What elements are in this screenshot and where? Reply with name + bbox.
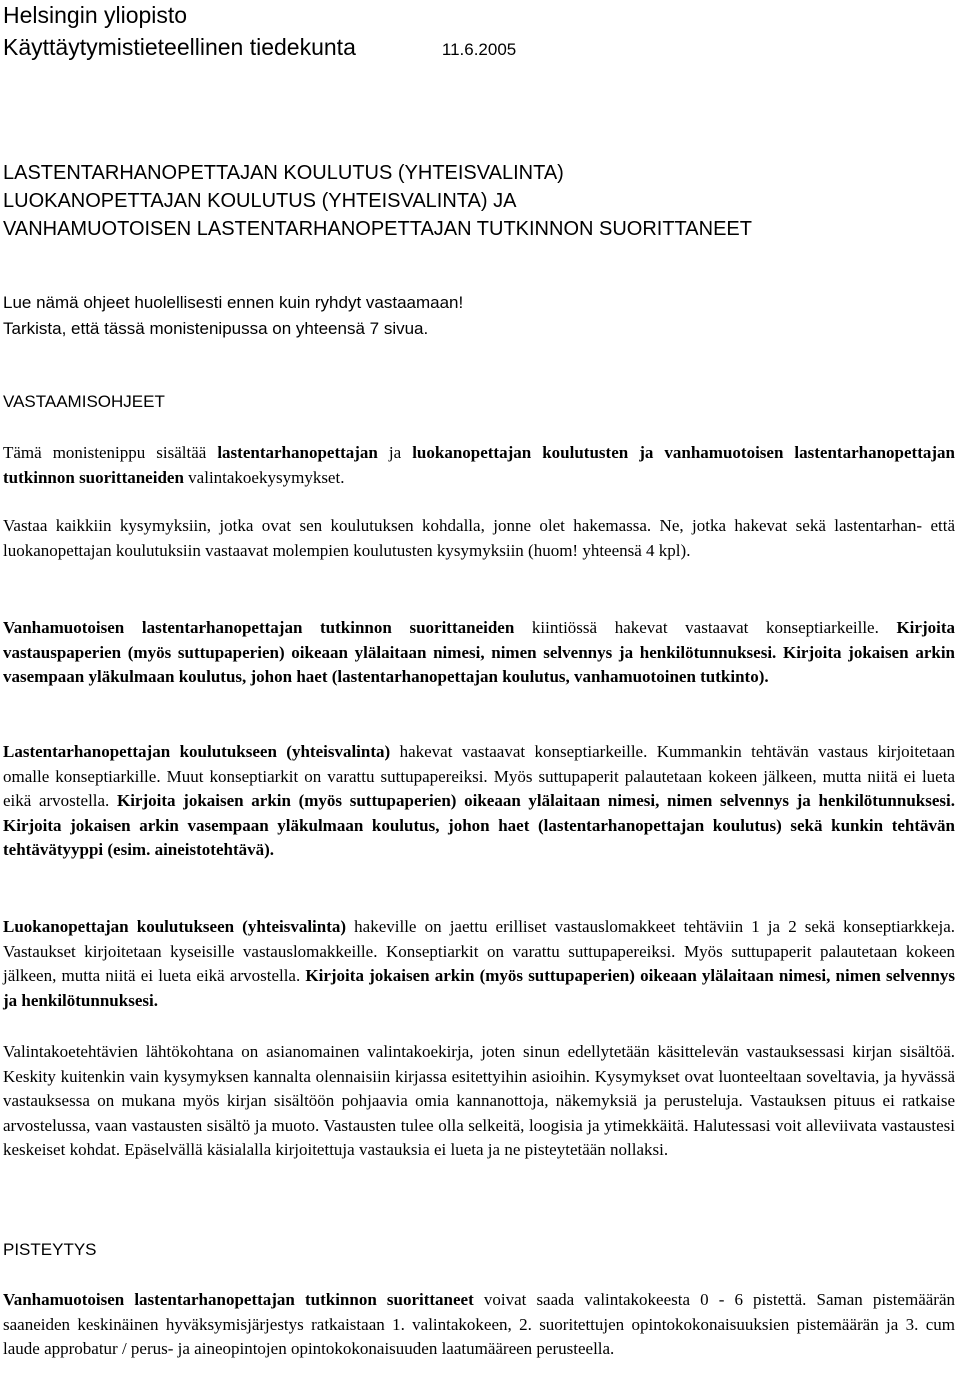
text-run: ja <box>377 443 413 462</box>
text-run: hakeville on jaettu erilliset vastauslomakkeet tehtäviin 1 ja 2 sekä konseptiarkkeja. Vastaukset kirjoitetaan kyseisille vastauslomakkeille. Konseptiarkit on varattu suttupapereiksi. Myös suttupaperit palautetaan kokeen jälkeen, mutta niitä ei lueta eikä arvostella. <box>3 917 955 986</box>
faculty-name: Käyttäytymistieteellinen tiedekunta <box>3 34 356 60</box>
title-line: LUOKANOPETTAJAN KOULUTUS (YHTEISVALINTA) JA <box>3 190 517 212</box>
paragraph <box>3 514 955 563</box>
bold-text-run: Luokanopettajan koulutukseen (yhteisvalinta) <box>3 917 347 936</box>
text-run: Tämä monistenippu sisältää <box>3 443 218 462</box>
bold-text-run: luokanopettajan koulutusten ja vanhamuotoisen lastentarhanopettajan tutkinnon suorittaneiden <box>3 443 955 487</box>
section-heading-vastaamisohjeet: VASTAAMISOHJEET <box>3 392 165 411</box>
document-date: 11.6.2005 <box>441 40 517 59</box>
paragraph <box>3 915 955 1013</box>
intro-line: Lue nämä ohjeet huolellisesti ennen kuin ryhdyt vastaamaan! <box>3 293 464 312</box>
title-line: VANHAMUOTOISEN LASTENTARHANOPETTAJAN TUTKINNON SUORITTANEET <box>3 218 752 240</box>
intro-instructions <box>3 290 463 342</box>
document-title <box>3 159 752 243</box>
bold-text-run: Kirjoita jokaisen arkin (myös suttupaperien) oikeaan ylälaitaan nimesi, nimen selvennys ja henkilötunnuksesi. <box>3 966 955 1010</box>
bold-text-run: Kirjoita vastauspaperien (myös suttupaperien) oikeaan ylälaitaan nimesi, nimen selvennys ja henkilötunnuksesi. Kirjoita jokaisen arkin vasempaan yläkulmaan koulutus, johon haet (lastentarhanopettajan koulutus, vanhamuotoinen tutkinto). <box>3 618 955 687</box>
text-run: kiintiössä hakevat vastaavat konseptiarkeille. <box>514 618 897 637</box>
text-run: Valintakoetehtävien lähtökohtana on asianomainen valintakoekirja, joten sinun edellytetään käsittelevän vastauksessasi kirjan sisältöä. Keskity kuitenkin vain kysymyksen kannalta olennaisiin kirjassa esitettyihin asioihin. Kysymykset ovat luonteeltaan soveltavia, ja hyvässä vastauksessa on mukana myös kirjan sisältöön pohjaavia omia kannanottoja, näkemyksiä ja perusteluja. Vastauksen pituus ei ratkaise arvostelussa, vaan vastausten sisältö ja muoto. Vastausten tulee olla selkeitä, loogisia ja ytimekkäitä. Halutessasi voit alleviivata vastaustesi keskeiset kohdat. Epäselvällä käsialalla kirjoitettuja vastauksia ei lueta ja ne pisteytetään nollaksi. <box>3 1042 955 1160</box>
paragraph <box>3 616 955 690</box>
university-name: Helsingin yliopisto <box>3 2 188 28</box>
bold-text-run: lastentarhanopettajan <box>217 443 378 462</box>
bold-text-run: Vanhamuotoisen lastentarhanopettajan tutkinnon suorittaneiden <box>3 618 515 637</box>
text-run: voivat saada valintakokeesta 0 - 6 pistettä. Saman pistemäärän saaneiden keskinäinen hyväksymisjärjestys ratkaistaan 1. valintakokeen, 2. suoritettujen opintokokonaisuuksien pistemäärän ja 3. cum laude approbatur / perus- ja aineopintojen opintokokonaisuuden laatumääreen perusteella. <box>3 1290 955 1359</box>
paragraph <box>3 441 955 490</box>
text-run: valintakoekysymykset. <box>183 467 345 487</box>
title-line: LASTENTARHANOPETTAJAN KOULUTUS (YHTEISVALINTA) <box>3 162 564 184</box>
text-run: hakevat vastaavat konseptiarkeille. Kummankin tehtävän vastaus kirjoitetaan omalle konseptiarkille. Muut konseptiarkit on varattu suttupapereiksi. Myös suttupaperit palautetaan kokeen jälkeen, mutta niitä ei lueta eikä arvostella. <box>3 742 955 811</box>
paragraph <box>3 740 955 863</box>
faculty-line <box>3 32 516 65</box>
bold-text-run: Lastentarhanopettajan koulutukseen (yhteisvalinta) <box>3 742 391 761</box>
text-run: Vastaa kaikkiin kysymyksiin, jotka ovat sen koulutuksen kohdalla, jonne olet hakemassa. Ne, jotka hakevat sekä lastentarhan- että luokanopettajan koulutuksiin vastaavat molempien koulutusten kysymyksiin (huom! yhteensä 4 kpl). <box>3 516 955 560</box>
bold-text-run: Vanhamuotoisen lastentarhanopettajan tutkinnon suorittaneet <box>3 1290 474 1309</box>
intro-line: Tarkista, että tässä monistenipussa on yhteensä 7 sivua. <box>3 319 429 338</box>
bold-text-run: Kirjoita jokaisen arkin (myös suttupaperien) oikeaan ylälaitaan nimesi, nimen selvennys ja henkilötunnuksesi. Kirjoita jokaisen arkin vasempaan yläkulmaan koulutus, johon haet (lastentarhanopettajan koulutus) sekä kunkin tehtävän tehtävätyyppi (esim. aineistotehtävä). <box>3 791 955 860</box>
section-heading-pisteytys: PISTEYTYS <box>3 1240 97 1259</box>
paragraph <box>3 1288 955 1362</box>
paragraph <box>3 1040 955 1163</box>
